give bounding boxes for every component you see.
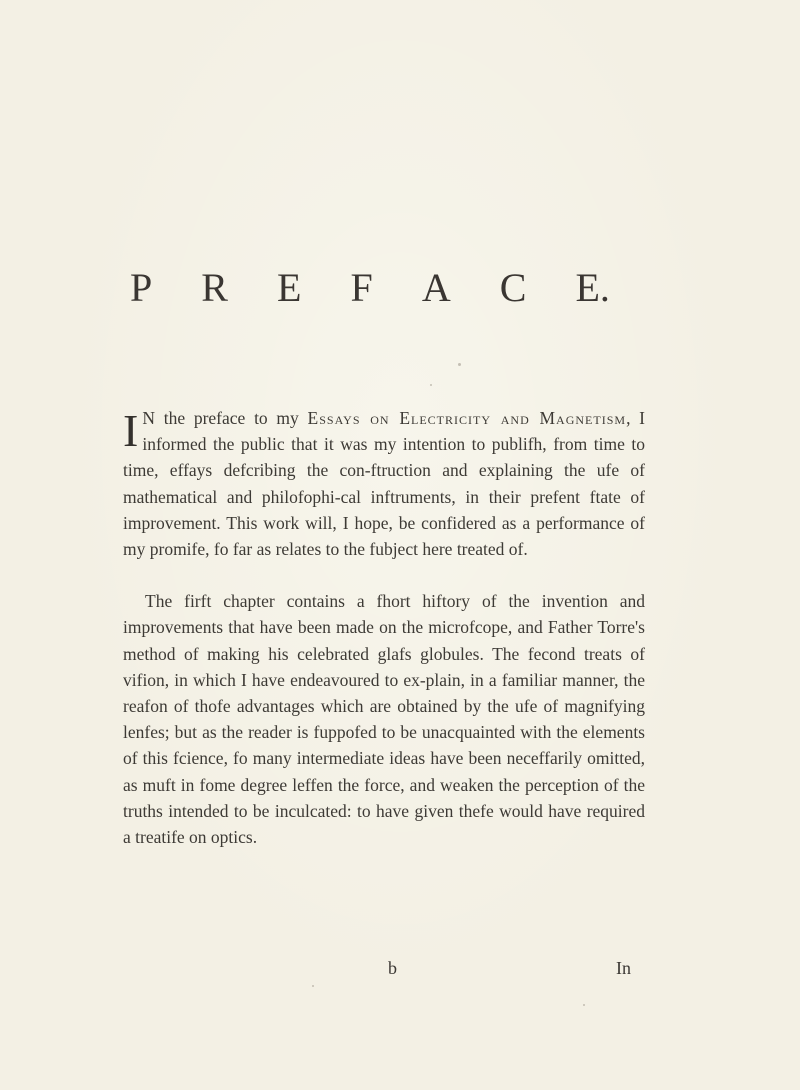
- signature-mark: b: [388, 958, 397, 978]
- paragraph-chapters: The firft chapter contains a fhort hiftory of the invention and improvements that have been made on the microfcope, and Father Torre's method of making his celebrated glafs globules. The fecond treats of vifion, in which I have endeavoured to ex-plain, in a familiar manner, the reafon of thofe advantages which are obtained by the ufe of magnifying lenfes; but as the reader is fuppofed to be unacquainted with the elements of this fcience, fo many intermediate ideas have been neceffarily omitted, as muft in fome degree leffen the force, and weaken the perception of the truths intended to be inculcated: to have given thefe would have required a treatife on optics.: [123, 591, 645, 848]
- paragraph-intro: [123, 405, 645, 562]
- page-footer: [0, 958, 800, 988]
- paragraph-intro-text-a: N the preface to my: [142, 408, 308, 428]
- heading-letter: F: [350, 265, 373, 310]
- paper-speck: [312, 985, 314, 987]
- heading-letter: E.: [575, 265, 610, 310]
- heading-letter: E: [277, 265, 302, 310]
- paragraph-intro-text-b: , I informed the public that it was my intention to publifh, from time to time, effays defcribing the con-ftruction and explaining the ufe of mathematical and philofophi-cal inftruments, in their prefent ftate of improvement. This work will, I hope, be confidered as a performance of my promife, fo far as relates to the fubject here treated of.: [123, 408, 646, 560]
- essays-title: Essays on Electricity and Magnetism: [307, 408, 627, 428]
- paper-speck: [430, 384, 432, 386]
- paper-speck: [458, 363, 461, 366]
- heading-letter: C: [499, 265, 527, 310]
- heading-letter: R: [201, 265, 228, 310]
- heading-letter: A: [421, 265, 451, 310]
- paper-speck: [583, 1004, 585, 1006]
- preface-body: [123, 405, 645, 850]
- catchword: In: [616, 958, 631, 978]
- drop-cap: I: [123, 405, 139, 456]
- heading-letter: P: [130, 265, 153, 310]
- preface-heading: [130, 265, 610, 310]
